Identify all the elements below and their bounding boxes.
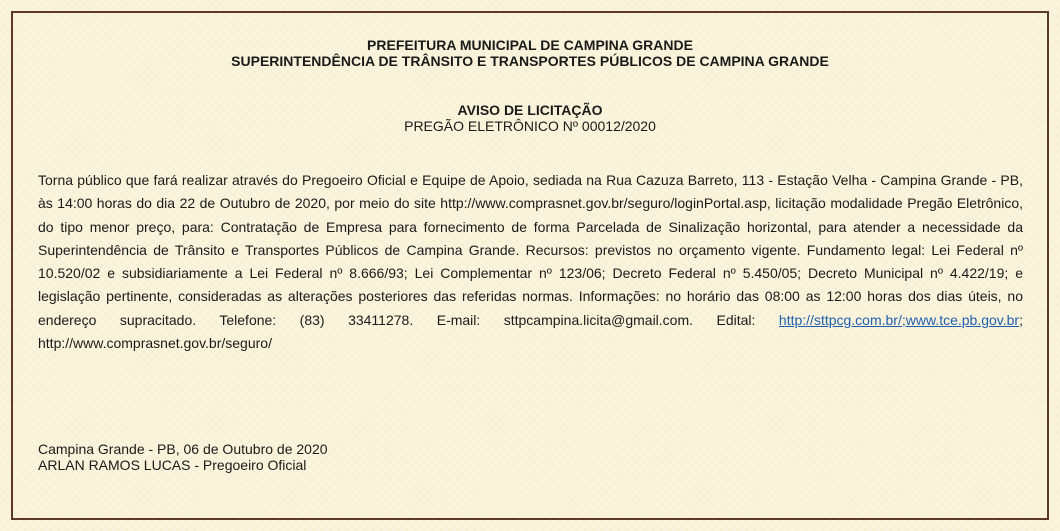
signatory: ARLAN RAMOS LUCAS - Pregoeiro Oficial bbox=[38, 457, 307, 473]
notice-subtitle: PREGÃO ELETRÔNICO Nº 00012/2020 bbox=[404, 118, 656, 134]
body-text-tail: ; http://www.comprasnet.gov.br/seguro/ bbox=[38, 311, 1023, 352]
notice-title-block bbox=[0, 102, 1060, 134]
footer bbox=[38, 441, 328, 473]
notice-body bbox=[38, 169, 1023, 355]
place-date: Campina Grande - PB, 06 de Outubro de 2020 bbox=[38, 441, 328, 457]
notice-title: AVISO DE LICITAÇÃO bbox=[457, 102, 603, 118]
header bbox=[0, 37, 1060, 69]
body-text-main: Torna público que fará realizar através do Pregoeiro Oficial e Equipe de Apoio, sediada na Rua Cazuza Barreto, 113 - Estação Velha - Campina Grande - PB, às 14:00 horas do dia 22 de Outubro de 2020, por meio do site http://www.comprasnet.gov.br/seguro/loginPortal.asp, licitação modalidade Pregão Eletrônico, do tipo menor preço, para: Contratação de Empresa para fornecimento de forma Parcelada de Sinalização horizontal, para atender a necessidade da Superintendência de Trânsito e Transportes Públicos de Campina Grande. Recursos: previstos no orçamento vigente. Fundamento legal: Lei Federal nº 10.520/02 e subsidiariamente a Lei Federal nº 8.666/93; Lei Complementar nº 123/06; Decreto Federal nº 5.450/05; Decreto Municipal nº 4.422/19; e legislação pertinente, consideradas as alterações posteriores das referidas normas. Informações: no horário das 08:00 as 12:00 horas dos dias úteis, no endereço supracitado. Telefone: (83) 33411278. E-mail: sttpcampina.licita@gmail.com. Edital: bbox=[38, 172, 1023, 328]
header-agency: SUPERINTENDÊNCIA DE TRÂNSITO E TRANSPORTES PÚBLICOS DE CAMPINA GRANDE bbox=[231, 53, 829, 69]
edital-link[interactable]: http://sttpcg.com.br/;www.tce.pb.gov.br bbox=[778, 311, 1020, 328]
header-municipality: PREFEITURA MUNICIPAL DE CAMPINA GRANDE bbox=[367, 37, 693, 53]
